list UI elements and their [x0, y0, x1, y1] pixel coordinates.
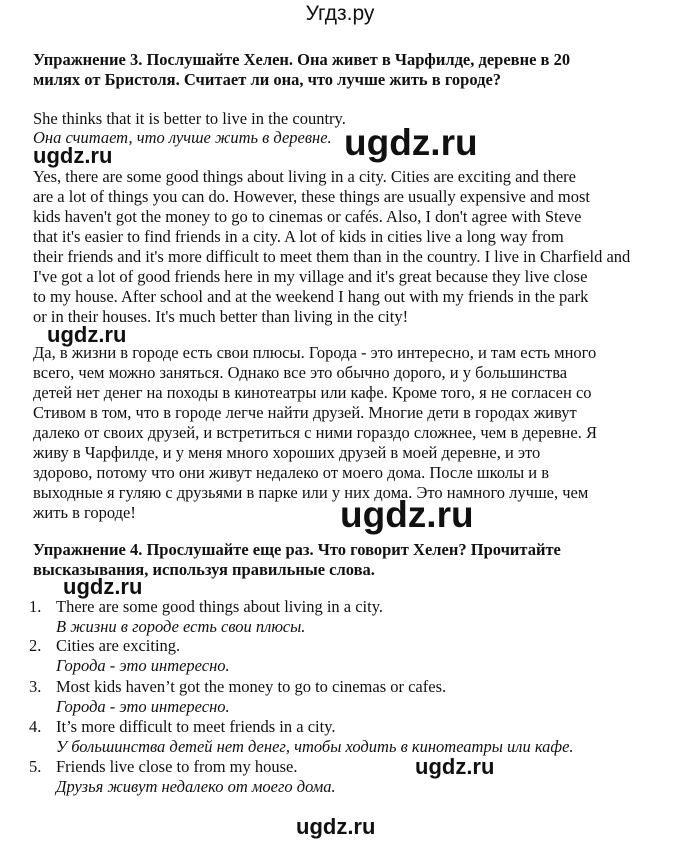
list-item-ru: У большинства детей нет денег, чтобы ходить в кинотеатры или кафе. — [56, 737, 574, 756]
text-ru-line: всего, чем можно заняться. Однако все это обычно дорого, и у большинства — [33, 363, 568, 382]
list-item-number: 1. — [29, 597, 42, 616]
text-en-line: that it's easier to find friends in a city. A lot of kids in cities live a long way from — [33, 227, 564, 246]
text-en-line: to my house. After school and at the weekend I hang out with my friends in the park — [33, 287, 589, 306]
list-item — [29, 757, 669, 797]
list-item-ru: В жизни в городе есть свои плюсы. — [56, 617, 306, 636]
exercise-3-heading-line-2: милях от Бристоля. Считает ли она, что лучше жить в городе? — [33, 70, 502, 89]
list-item-en: Cities are exciting. — [56, 636, 181, 655]
text-ru-line: далеко от своих друзей, и встретиться с ними гораздо сложнее, чем в деревне. Я — [33, 423, 597, 442]
text-ru-line: здорово, потому что они живут недалеко от моего дома. После школы и в — [33, 463, 550, 482]
watermark: ugdz.ru — [415, 754, 495, 779]
exercise-3-answer-en: She thinks that it is better to live in the country. — [33, 109, 346, 128]
list-item-en: Friends live close to from my house. — [56, 757, 298, 776]
text-en-line: or in their houses. It's much better than living in the city! — [33, 307, 409, 326]
watermark: ugdz.ru — [63, 574, 143, 599]
text-en-line: Yes, there are some good things about living in a city. Cities are exciting and there — [33, 167, 577, 186]
list-item-ru: Города - это интересно. — [56, 697, 230, 716]
text-en-line: are a lot of things you can do. However, these things are usually expensive and most — [33, 187, 590, 206]
text-en-line: their friends and it's more difficult to meet them than in the country. I live in Charfield and — [33, 247, 631, 266]
exercise-3-text-en — [33, 167, 653, 327]
list-item-en: Most kids haven’t got the money to go to cinemas or cafes. — [56, 677, 447, 696]
list-item — [29, 636, 669, 676]
list-item — [29, 717, 669, 757]
text-en-line: I've got a lot of good friends here in my village and it's great because they live close — [33, 267, 588, 286]
list-item-en: There are some good things about living in a city. — [56, 597, 384, 616]
watermark: ugdz.ru — [33, 143, 113, 168]
list-item-ru: Друзья живут недалеко от моего дома. — [56, 777, 336, 796]
text-ru-line: живу в Чарфилде, и у меня много хороших друзей в моей деревне, и это — [33, 443, 541, 462]
watermark: ugdz.ru — [296, 814, 376, 839]
list-item — [29, 677, 669, 717]
exercise-4-list — [29, 597, 669, 797]
watermark: ugdz.ru — [340, 494, 474, 535]
watermark: ugdz.ru — [344, 122, 478, 163]
site-header-title[interactable]: Угдз.ру — [305, 2, 375, 25]
exercise-3-heading-line-1: Упражнение 3. Послушайте Хелен. Она живет в Чарфилде, деревне в 20 — [33, 50, 571, 69]
text-ru-line: жить в городе! — [33, 503, 136, 522]
list-item-number: 4. — [29, 717, 42, 736]
exercise-4-heading-line-2: высказывания, используя правильные слова. — [33, 560, 375, 579]
text-ru-line: выходные я гуляю с друзьями в парке или у них дома. Это намного лучше, чем — [33, 483, 589, 502]
text-en-line: kids haven't got the money to go to cinemas or cafés. Also, I don't agree with Steve — [33, 207, 582, 226]
watermark: ugdz.ru — [47, 322, 127, 347]
list-item-en: It’s more difficult to meet friends in a city. — [56, 717, 336, 736]
list-item-ru: Города - это интересно. — [56, 656, 230, 675]
text-ru-line: Стивом в том, что в городе легче найти друзей. Многие дети в городах живут — [33, 403, 577, 422]
exercise-3-heading — [33, 50, 653, 90]
exercise-3-answer-ru: Она считает, что лучше жить в деревне. — [33, 128, 332, 147]
list-item-number: 3. — [29, 677, 42, 696]
list-item-number: 5. — [29, 757, 42, 776]
text-ru-line: детей нет денег на походы в кинотеатры или кафе. Кроме того, я не согласен со — [33, 383, 592, 402]
exercise-4-heading-line-1: Упражнение 4. Прослушайте еще раз. Что говорит Хелен? Прочитайте — [33, 540, 561, 559]
list-item — [29, 597, 669, 637]
text-ru-line: Да, в жизни в городе есть свои плюсы. Города - это интересно, и там есть много — [33, 343, 597, 362]
list-item-number: 2. — [29, 636, 42, 655]
